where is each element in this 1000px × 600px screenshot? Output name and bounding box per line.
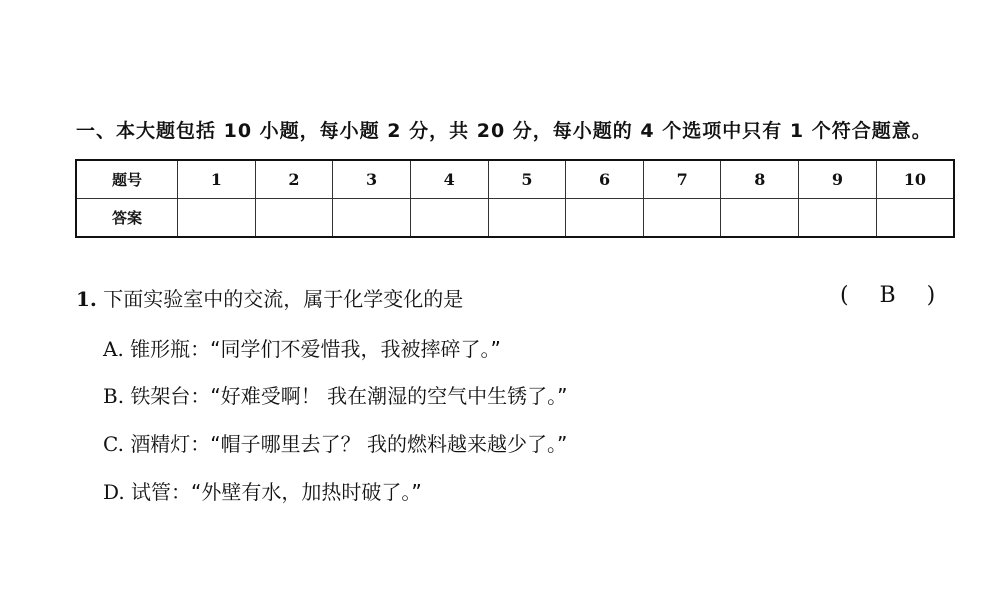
question-number-cell: 6 [566,160,644,199]
option-letter: C. [103,432,124,456]
question-number-cell: 1 [178,160,256,199]
answer-cell[interactable] [178,199,256,238]
answer-cell[interactable] [333,199,411,238]
option-d [103,476,422,505]
option-text: 酒精灯：“帽子哪里去了？ 我的燃料越来越少了。” [130,432,568,456]
question-number-cell: 5 [488,160,566,199]
question-text: 下面实验室中的交流，属于化学变化的是 [103,287,464,311]
option-c [103,428,567,457]
option-b [103,380,568,409]
option-text: 铁架台：“好难受啊！ 我在潮湿的空气中生锈了。” [130,384,568,408]
question-number-cell: 7 [643,160,721,199]
question-number-cell: 8 [721,160,799,199]
question-number-header: 题号 [76,160,178,199]
answer-box [840,283,935,308]
answer-cell[interactable] [488,199,566,238]
answer-grid [75,159,955,238]
answer-cell[interactable] [410,199,488,238]
question-number-row [76,160,954,199]
answer-paren-open: ( [840,283,849,308]
option-letter: D. [103,480,125,504]
question-number: 1. [76,287,97,311]
answer-cell[interactable] [876,199,954,238]
option-letter: A. [103,337,124,361]
section-instruction: 一、本大题包括 10 小题，每小题 2 分，共 20 分，每小题的 4 个选项中只有 1 个符合题意。 [76,120,932,142]
answer-cell[interactable] [566,199,644,238]
question-number-cell: 4 [410,160,488,199]
answer-cell[interactable] [799,199,877,238]
option-letter: B. [103,384,125,408]
question-number-cell: 2 [255,160,333,199]
option-a [103,333,501,362]
question-number-cell: 3 [333,160,411,199]
answer-header: 答案 [76,199,178,238]
answer-cell[interactable] [255,199,333,238]
answer-cell[interactable] [643,199,721,238]
question-stem [76,283,956,312]
question-number-cell: 9 [799,160,877,199]
option-text: 锥形瓶：“同学们不爱惜我，我被摔碎了。” [130,337,501,361]
answer-cell[interactable] [721,199,799,238]
answer-letter: B [879,283,896,308]
option-text: 试管：“外壁有水，加热时破了。” [131,480,422,504]
question-number-cell: 10 [876,160,954,199]
answer-paren-close: ) [926,283,936,308]
answer-row [76,199,954,238]
